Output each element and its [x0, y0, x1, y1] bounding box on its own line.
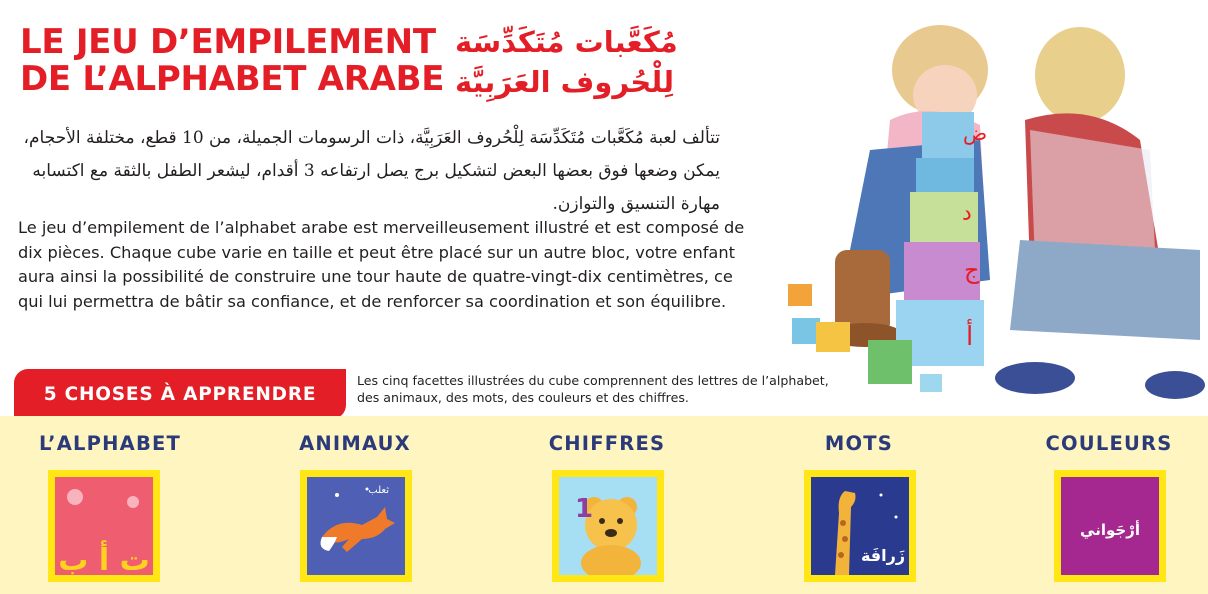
five-things-badge: 5 CHOSES À APPRENDRE	[14, 369, 346, 419]
category-tile-numbers	[552, 470, 664, 582]
children-stacking-cubes-photo	[780, 0, 1208, 400]
category-tile-alphabet	[48, 470, 160, 582]
fox-icon	[307, 477, 405, 575]
teddy-bear-number-icon	[559, 477, 657, 575]
cube-facets-note: Les cinq facettes illustrées du cube comprennent des lettres de l’alphabet, des animaux, des mots, des couleurs et des chiffres.	[357, 373, 829, 405]
animal-word: ثعلب	[368, 485, 389, 496]
title-arabic	[455, 22, 725, 102]
category-label-words: MOTS	[824, 432, 894, 455]
svg-text:ض: ض	[963, 121, 988, 145]
svg-text:د: د	[962, 201, 972, 226]
category-tile-words	[804, 470, 916, 582]
category-tile-animals	[300, 470, 412, 582]
category-label-alphabet: L’ALPHABET	[38, 432, 182, 455]
svg-text:أ: أ	[966, 322, 974, 352]
title-french-line-1: LE JEU D’EMPILEMENT	[20, 22, 436, 62]
giraffe-icon	[811, 477, 909, 575]
title-arabic-line-2: لِلْحُروف العَرَبِيَّة	[455, 65, 675, 99]
alphabet-tile-letters: ت أ ب	[58, 543, 150, 575]
giraffe-word: زَرافَة	[860, 546, 906, 565]
purple-word: أرْجَواني	[1080, 521, 1140, 539]
description-french: Le jeu d’empilement de l’alphabet arabe est merveilleusement illustré et est composé de dix pièces. Chaque cube varie en taille et peut être placé sur un autre bloc, votre enfant aura ainsi la possibilité de construire une tour haute de quatre-vingt-dix centimètres, ce qui lui permettra de bâtir sa confiance, et de renforcer sa coordination et son équilibre.	[18, 218, 745, 311]
title-arabic-line-1: مُكَعَّبات مُتَكَدِّسَة	[455, 25, 678, 59]
title-french-line-2: DE L’ALPHABET ARABE	[20, 59, 445, 99]
category-label-numbers: CHIFFRES	[548, 432, 666, 455]
category-label-colors: COULEURS	[1045, 432, 1173, 455]
svg-text:ج: ج	[964, 256, 980, 284]
category-tile-colors	[1054, 470, 1166, 582]
number-one: 1	[575, 494, 594, 524]
category-label-animals: ANIMAUX	[299, 432, 411, 455]
purple-color-icon	[1061, 477, 1159, 575]
description-arabic: تتألف لعبة مُكَعَّبات مُتَكَدِّسَة لِلْحُروف العَرَبِيَّة، ذات الرسومات الجميلة، من 10 قطع، مختلفة الأحجام، يمكن وضعها فوق بعضها البعض لتشكيل برج يصل ارتفاعه 3 أقدام، ليشعر الطفل بالثقة مع اكتسابه مهارة التنسيق والتوازن.	[23, 128, 720, 214]
title-french	[20, 24, 444, 98]
alphabet-letters-icon	[55, 477, 153, 575]
